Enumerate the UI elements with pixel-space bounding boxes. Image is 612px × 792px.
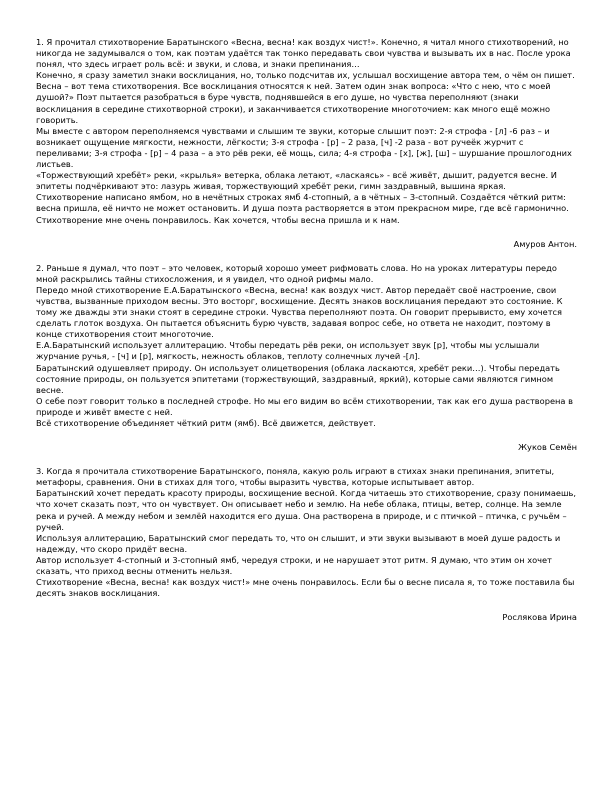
essay-paragraph: Баратынский одушевляет природу. Он использует олицетворения (облака ласкаются, хребёт реки…). Чтобы передать состояние природы, он пользуется эпитетами (торжествующий, заздравный, яркий), которые сами являются гимном весне. [36,362,560,395]
essay-3 [36,466,577,623]
essay-paragraph: Конечно, я сразу заметил знаки восклицания, но, только подсчитав их, услышал восхищение автора тем, о чём он пишет. Весна – вот тема стихотворения. Все восклицания относятся к ней. Затем один знак вопроса: «Что с нею, что с моей душой?» Поэт пытается разобраться в буре чувств, поднявшейся в его душе, но чувства переполняют (знаки восклицания в середине стихотворной строки), и заканчивается стихотворение многоточием: как много ещё можно говорить. [36,70,575,125]
essay-paragraph: О себе поэт говорит только в последней строфе. Но мы его видим во всём стихотворении, так как его душа растворена в природе и живёт вместе с ней. [36,395,573,417]
essay-paragraph: Е.А.Баратынский использует аллитерацию. Чтобы передать рёв реки, он использует звук [р], чтобы мы услышали журчание ручья, - [ч] и [р], мягкость, нежность облаков, теплоту солнечных лучей -[л]. [36,340,540,362]
essay-2 [36,263,577,454]
essay-paragraph: 1. Я прочитал стихотворение Баратынского «Весна, весна! как воздух чист!». Конечно, я читал много стихотворений, но никогда не задумывался о том, как поэтам удаётся так тонко передавать свои чувства и вызывать их в нас. После урока понял, что здесь играет роль всё: и звуки, и слова, и знаки препинания… [36,37,571,70]
essay-1 [36,37,577,250]
essay-author-signature: Жуков Семён [518,442,577,453]
essay-paragraph: «Торжествующий хребёт» реки, «крылья» ветерка, облака летают, «ласкаясь» - всё живёт, дышит, радуется весне. И эпитеты подчёркивают это: лазурь живая, торжествующий хребёт реки, гимн заздравный, вышина яркая. [36,170,557,192]
essay-paragraph: Стихотворение написано ямбом, но в нечётных строках ямб 4-стопный, а в чётных – 3-стопный. Создаётся чёткий ритм: весна пришла, её ничто не может остановить. И душа поэта растворяется в этом прекрасном мире, где всё гармонично. [36,192,569,214]
essay-paragraph: 2. Раньше я думал, что поэт – это человек, который хорошо умеет рифмовать слова. Но на уроках литературы передо мной раскрылись тайны стихосложения, и я увидел, что одной рифмы мало. [36,262,557,284]
essay-paragraph: Мы вместе с автором переполняемся чувствами и слышим те звуки, которые слышит поэт: 2-я строфа - [л] -6 раз – и возникает ощущение мягкости, нежности, лёгкости; 3-я строфа - [р] – 2 раза, [ч] -2 раза - вот ручеёк журчит с переливами; 3-я строфа - [р] – 4 раза – а это рёв реки, её мощь, сила; 4-я строфа - [х], [ж], [ш] – шуршание прошлогодних листьев. [36,125,572,170]
essay-paragraph: Баратынский хочет передать красоту природы, восхищение весной. Когда читаешь это стихотворение, сразу понимаешь, что хочет сказать поэт, что он чувствует. Он описывает небо и землю. На небе облака, птицы, ветер, солнце. На земле река и ручей. А между небом и землёй находится его душа. Она растворена в природе, и с птичкой – птичка, с ручьём – ручей. [36,488,577,532]
essay-paragraph: Всё стихотворение объединяет чёткий ритм (ямб). Всё движется, действует. [36,418,376,428]
essay-paragraph: Стихотворение мне очень понравилось. Как хочется, чтобы весна пришла и к нам. [36,214,400,225]
essay-paragraph: 3. Когда я прочитала стихотворение Баратынского, поняла, какую роль играют в стихах знаки препинания, эпитеты, метафоры, сравнения. Они в стихах для того, чтобы выразить чувства, которые испытывает автор. [36,466,555,488]
essay-author-signature: Рослякова Ирина [502,612,577,623]
essay-author-signature: Амуров Антон. [513,238,577,249]
essay-paragraph: Стихотворение «Весна, весна! как воздух чист!» мне очень понравилось. Если бы о весне писала я, то тоже поставила бы десять знаков восклицания. [36,577,575,599]
essay-paragraph: Передо мной стихотворение Е.А.Баратынского «Весна, весна! как воздух чист. Автор передаёт своё настроение, свои чувства, вызванные приходом весны. Это восторг, восхищение. Десять знаков восклицания передают это состояние. К тому же дважды эти знаки стоят в середине строки. Чувства переполняют поэта. Он говорит прерывисто, ему хочется сделать глоток воздуха. Он пытается объяснить бурю чувств, задавая вопрос себе, но ответа не находит, поэтому в конце стихотворения стоит многоточие. [36,284,563,340]
essay-paragraph: Используя аллитерацию, Баратынский смог передать то, что он слышит, и эти звуки вызывают в моей душе радость и надежду, что скоро придёт весна. [36,532,561,554]
essay-paragraph: Автор использует 4-стопный и 3-стопный ямб, чередуя строки, и не нарушает этот ритм. Я думаю, что этим он хочет сказать, что приход весны отменить нельзя. [36,554,552,577]
